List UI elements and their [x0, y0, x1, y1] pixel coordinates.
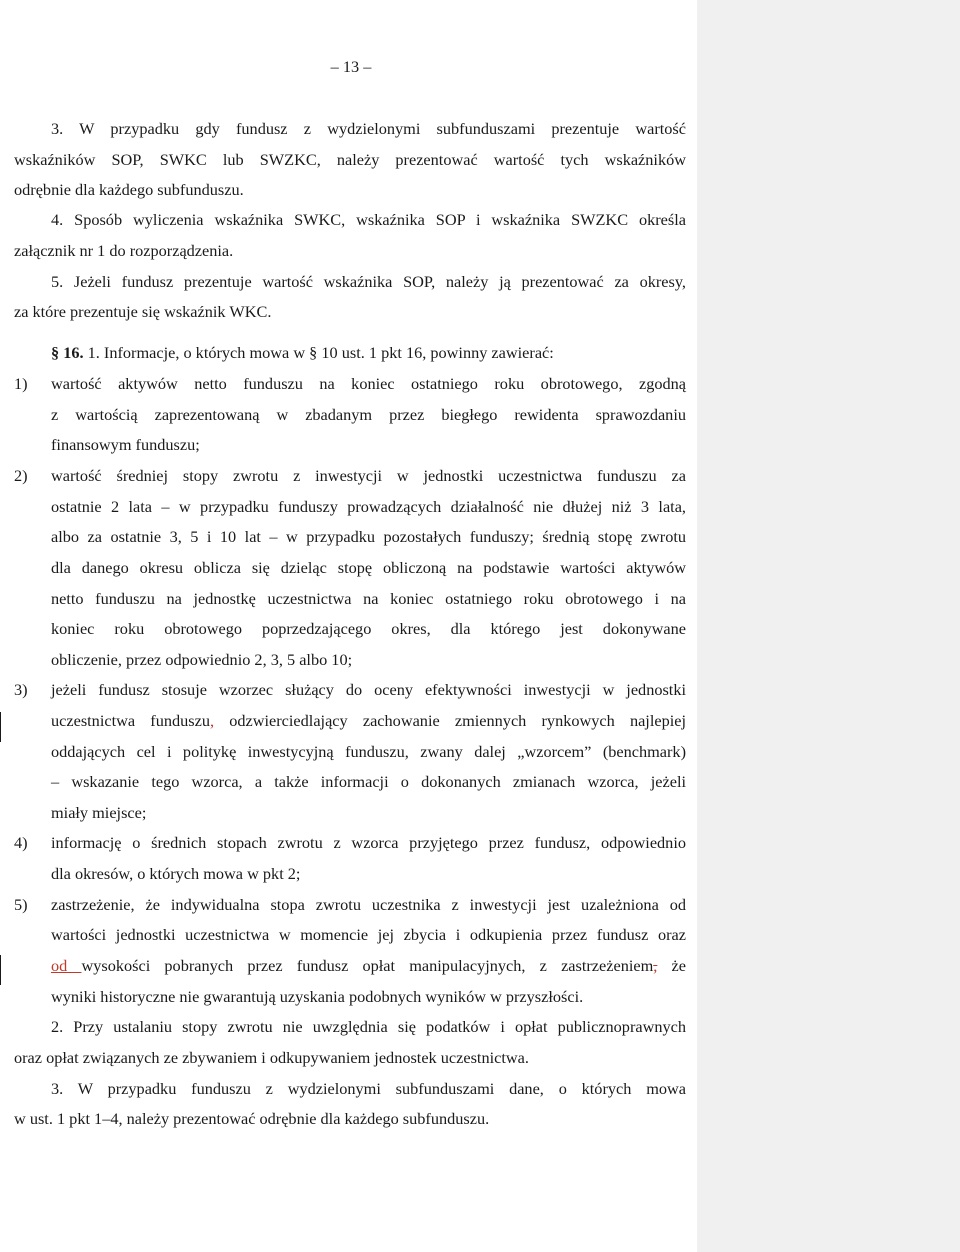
text-line: finansowym funduszu;	[51, 435, 200, 454]
text-line: wartość aktywów netto funduszu na koniec ostatniego roku obrotowego, zgodną	[51, 374, 686, 393]
text-line: wartości jednostki uczestnictwa w momencie jej zbycia i odkupienia przez fundusz oraz	[51, 925, 686, 944]
change-bar-1	[0, 712, 1, 742]
tracked-insertion: ,	[209, 711, 215, 730]
text-line: 5. Jeżeli fundusz prezentuje wartość wskaźnika SOP, należy ją prezentować za okresy,	[51, 272, 686, 291]
text-line: dla danego okresu oblicza się dzieląc stopę obliczoną na podstawie wartości aktywów	[51, 558, 686, 577]
text-line: wartość średniej stopy zwrotu z inwestycji w jednostki uczestnictwa funduszu za	[51, 466, 686, 485]
section-number: § 16.	[51, 343, 84, 362]
text-line: z wartością zaprezentowaną w zbadanym przez biegłego rewidenta sprawozdaniu	[51, 405, 686, 424]
section-heading-line	[51, 340, 686, 366]
text-line: dla okresów, o których mowa w pkt 2;	[51, 864, 301, 883]
text-line: załącznik nr 1 do rozporządzenia.	[14, 241, 234, 260]
text-line	[51, 708, 686, 734]
text-line: 1. Informacje, o których mowa w § 10 ust. 1 pkt 16, powinny zawierać:	[83, 343, 554, 362]
text-line: wyniki historyczne nie gwarantują uzyskania podobnych wyników w przyszłości.	[51, 987, 584, 1006]
text-line: 2. Przy ustalaniu stopy zwrotu nie uwzględnia się podatków i opłat publicznoprawnych	[51, 1017, 686, 1036]
text-line: oraz opłat związanych ze zbywaniem i odkupywaniem jednostek uczestnictwa.	[14, 1048, 529, 1067]
text-line: odrębnie dla każdego subfunduszu.	[14, 180, 244, 199]
text-line: ostatnie 2 lata – w przypadku funduszy prowadzących działalność nie dłużej niż 3 lata,	[51, 497, 686, 516]
text-line: netto funduszu na jednostkę uczestnictwa na koniec ostatniego roku obrotowego i na	[51, 589, 686, 608]
text-line: w ust. 1 pkt 1–4, należy prezentować odrębnie dla każdego subfunduszu.	[14, 1109, 490, 1128]
text-line: informację o średnich stopach zwrotu z wzorca przyjętego przez fundusz, odpowiednio	[51, 833, 686, 852]
list-number: 5)	[14, 895, 28, 914]
text-segment: odzwierciedlający zachowanie zmiennych rynkowych najlepiej	[214, 711, 686, 730]
text-segment: uczestnictwa funduszu	[51, 711, 210, 730]
text-line: za które prezentuje się wskaźnik WKC.	[14, 302, 272, 321]
list-number: 1)	[14, 374, 28, 393]
comment-margin-pane	[697, 0, 960, 1252]
text-line: 4. Sposób wyliczenia wskaźnika SWKC, wskaźnika SOP i wskaźnika SWZKC określa	[51, 210, 686, 229]
text-line: obliczenie, przez odpowiednio 2, 3, 5 albo 10;	[51, 650, 353, 669]
text-line: miały miejsce;	[51, 803, 147, 822]
text-segment: że	[657, 956, 686, 975]
text-line: – wskazanie tego wzorca, a także informacji o dokonanych zmianach wzorca, jeżeli	[51, 772, 686, 791]
tracked-insertion: od	[51, 956, 82, 975]
tracked-deletion: ,	[653, 956, 658, 975]
change-bar-2	[0, 955, 1, 985]
list-number: 4)	[14, 833, 28, 852]
text-line: wskaźników SOP, SWKC lub SWZKC, należy prezentować wartość tych wskaźników	[14, 150, 686, 169]
list-number: 2)	[14, 466, 28, 485]
text-segment: wysokości pobranych przez fundusz opłat manipulacyjnych, z zastrzeżeniem	[81, 956, 654, 975]
text-line: 3. W przypadku gdy fundusz z wydzielonymi subfunduszami prezentuje wartość	[51, 119, 686, 138]
text-line	[51, 953, 686, 979]
list-number: 3)	[14, 680, 28, 699]
text-line: albo za ostatnie 3, 5 i 10 lat – w przypadku pozostałych funduszy; średnią stopę zwrotu	[51, 527, 686, 546]
text-line: zastrzeżenie, że indywidualna stopa zwrotu uczestnika z inwestycji jest uzależniona od	[51, 895, 686, 914]
text-line: koniec roku obrotowego poprzedzającego okres, dla którego jest dokonywane	[51, 619, 686, 638]
text-line: 3. W przypadku funduszu z wydzielonymi subfunduszami dane, o których mowa	[51, 1079, 686, 1098]
page-number: – 13 –	[330, 57, 372, 76]
text-line: jeżeli fundusz stosuje wzorzec służący do oceny efektywności inwestycji w jednostki	[51, 680, 686, 699]
text-line: oddających cel i politykę inwestycyjną funduszu, zwany dalej „wzorcem” (benchmark)	[51, 742, 686, 761]
